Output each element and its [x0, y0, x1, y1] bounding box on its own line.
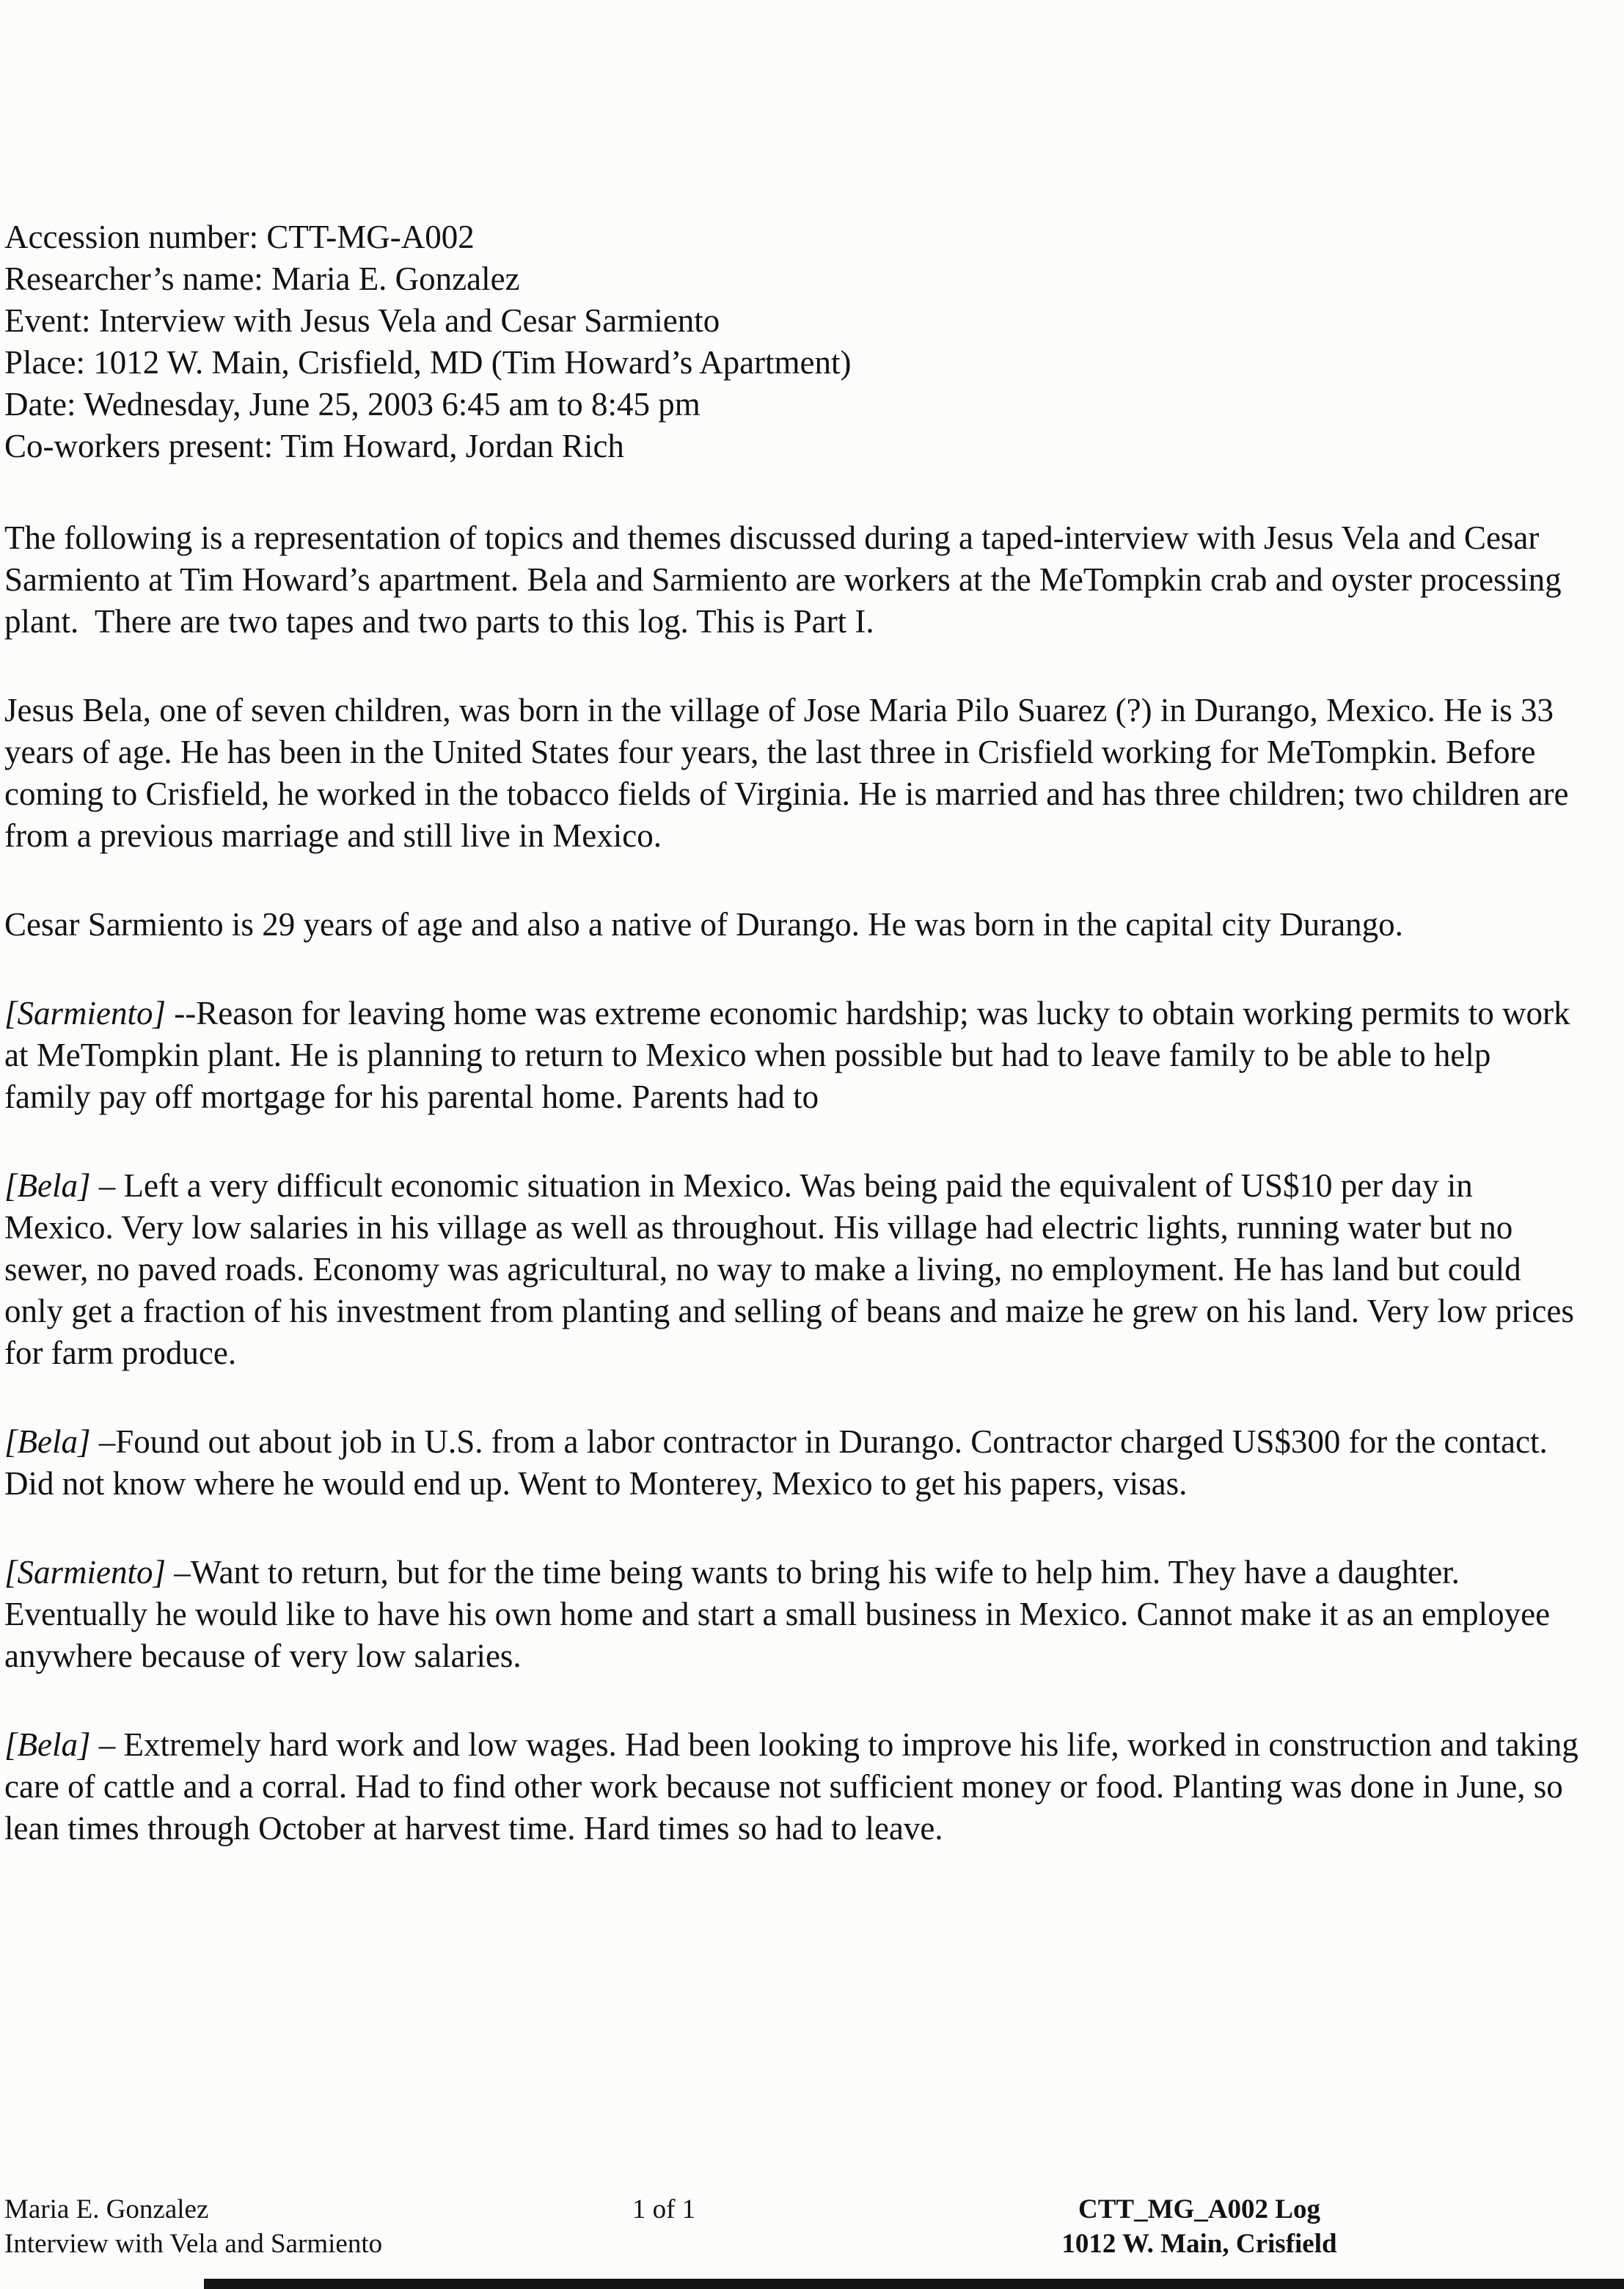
speaker-label: [Bela] [4, 1167, 91, 1204]
speaker-label: [Sarmiento] [4, 995, 167, 1032]
paragraph-sarmiento-bio [4, 904, 1581, 946]
document-header [4, 216, 1581, 467]
speaker-label: [Bela] [4, 1423, 91, 1460]
paragraph-text: Jesus Bela, one of seven children, was born in the village of Jose Maria Pilo Suarez (?) in Durango, Mexico. He is 33 years of age. He has been in the United States four years, the last three in Crisfield working for MeTompkin. Before coming to Crisfield, he worked in the tobacco fields of Virginia. He is married and has three children; two children are from a previous marriage and still live in Mexico. [4, 692, 1577, 854]
header-line-event: Event: Interview with Jesus Vela and Cesar Sarmiento [4, 302, 720, 339]
footer-log-id: CTT_MG_A002 Log [1078, 2194, 1320, 2224]
paragraph-bela-3 [4, 1724, 1587, 1850]
speaker-label: [Sarmiento] [4, 1554, 167, 1591]
paragraph-sarmiento-1 [4, 993, 1581, 1118]
speaker-label: [Bela] [4, 1726, 91, 1763]
paragraph-text: –Found out about job in U.S. from a labor contractor in Durango. Contractor charged US$300 for the contact. Did not know where he would end up. Went to Monterey, Mexico to get his papers, visas. [4, 1423, 1556, 1502]
footer-right-block [1042, 2192, 1357, 2261]
paragraph-bela-2 [4, 1421, 1581, 1505]
footer-left-block [4, 2192, 382, 2261]
paragraph-text: The following is a representation of topics and themes discussed during a taped-interview with Jesus Vela and Cesar Sarmiento at Tim Howard’s apartment. Bela and Sarmiento are workers at the MeTompkin crab and oyster processing plant. There are two tapes and two parts to this log. This is Part I. [4, 519, 1570, 640]
header-line-accession-number: Accession number: CTT-MG-A002 [4, 219, 475, 255]
footer-subtitle: Interview with Vela and Sarmiento [4, 2229, 383, 2259]
paragraph-intro [4, 517, 1581, 643]
paragraph-bela-bio [4, 690, 1581, 857]
footer-address: 1012 W. Main, Crisfield [1061, 2229, 1337, 2259]
scan-artifact-bar [204, 2279, 1624, 2289]
paragraph-sarmiento-2 [4, 1552, 1581, 1677]
header-line-date: Date: Wednesday, June 25, 2003 6:45 am to 8:45 pm [4, 386, 701, 423]
paragraph-text: – Left a very difficult economic situation in Mexico. Was being paid the equivalent of US$10 per day in Mexico. Very low salaries in his village as well as throughout. His village had electric lights, running water but no sewer, no paved roads. Economy was agricultural, no way to make a living, no employment. He has land but could only get a fraction of his investment from planting and selling of beans and maize he grew on his land. Very low prices for farm produce. [4, 1167, 1583, 1371]
paragraph-text: – Extremely hard work and low wages. Had been looking to improve his life, worked in construction and taking care of cattle and a corral. Had to find other work because not sufficient money or food. Planting was done in June, so lean times through October at harvest time. Hard times so had to leave. [4, 1726, 1587, 1847]
paragraph-bela-1 [4, 1165, 1581, 1374]
page-footer [0, 2192, 1624, 2273]
footer-author: Maria E. Gonzalez [4, 2194, 209, 2224]
paragraph-text: Cesar Sarmiento is 29 years of age and also a native of Durango. He was born in the capital city Durango. [4, 906, 1403, 943]
header-line-place: Place: 1012 W. Main, Crisfield, MD (Tim Howard’s Apartment) [4, 344, 852, 381]
footer-page-number: 1 of 1 [632, 2194, 696, 2224]
document-body [4, 216, 1602, 1896]
header-line-coworkers: Co-workers present: Tim Howard, Jordan Rich [4, 428, 624, 464]
paragraph-text: --Reason for leaving home was extreme economic hardship; was lucky to obtain working permits to work at MeTompkin plant. He is planning to return to Mexico when possible but had to leave family to be able to help family pay off mortgage for his parental home. Parents had to [4, 995, 1579, 1115]
header-line-researcher-name: Researcher’s name: Maria E. Gonzalez [4, 260, 520, 297]
paragraph-text: –Want to return, but for the time being wants to bring his wife to help him. They have a daughter. Eventually he would like to have his own home and start a small business in Mexico. Cannot make it as an employee anywhere because of very low salaries. [4, 1554, 1559, 1674]
